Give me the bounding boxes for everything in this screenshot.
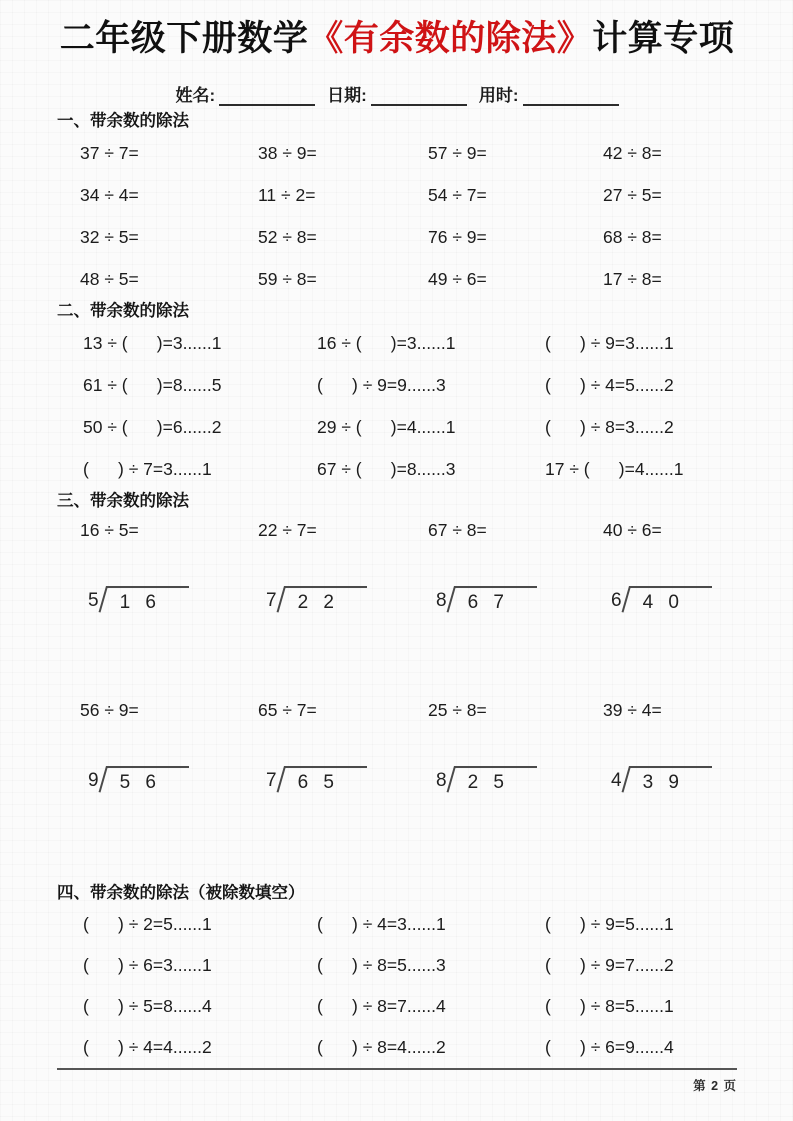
division-problem: 39 ÷ 4= [603, 699, 662, 720]
fill-blank-problem: ( ) ÷ 8=3......2 [545, 416, 674, 437]
fill-blank-problem: 61 ÷ ( )=8......5 [83, 374, 222, 395]
dividend: 1 6 [106, 586, 189, 614]
name-label: 姓名: [175, 86, 216, 105]
name-field [175, 81, 315, 106]
section-1-grid [80, 132, 737, 300]
fill-dividend-problem: ( ) ÷ 4=4......2 [83, 1037, 212, 1057]
fill-dividend-problem: ( ) ÷ 8=7......4 [317, 996, 446, 1016]
section-2 [57, 300, 737, 490]
page-number: 第 2 页 [693, 1079, 737, 1093]
division-problem: 65 ÷ 7= [258, 699, 317, 720]
footer-divider [57, 1068, 737, 1070]
dividend: 3 9 [629, 766, 712, 794]
section-1 [57, 110, 737, 300]
divisor: 9 [88, 770, 99, 791]
fill-dividend-problem: ( ) ÷ 5=8......4 [83, 996, 212, 1016]
division-problem: 76 ÷ 9= [428, 226, 487, 247]
fill-dividend-problem: ( ) ÷ 8=4......2 [317, 1037, 446, 1057]
fill-dividend-problem: ( ) ÷ 6=3......1 [83, 955, 212, 975]
long-division-problem [603, 766, 737, 794]
dividend: 6 7 [454, 586, 537, 614]
division-problem: 37 ÷ 7= [80, 142, 139, 163]
section-2-heading: 二、带余数的除法 [57, 302, 189, 320]
divisor: 7 [266, 770, 277, 791]
divisor: 6 [611, 590, 622, 611]
fill-blank-problem: ( ) ÷ 7=3......1 [83, 458, 212, 479]
time-field [479, 81, 619, 106]
section-3-row1-horizontal [80, 512, 737, 548]
name-blank-line [219, 89, 315, 106]
page-title [57, 0, 737, 62]
dividend: 2 2 [284, 586, 367, 614]
section-3 [57, 490, 737, 794]
fill-dividend-problem: ( ) ÷ 4=3......1 [317, 914, 446, 934]
title-prefix: 二年级下册数学 [59, 19, 309, 58]
time-label: 用时: [478, 86, 519, 105]
section-3-heading: 三、带余数的除法 [57, 492, 189, 510]
section-4-grid [83, 904, 737, 1068]
fill-dividend-problem: ( ) ÷ 6=9......4 [545, 1037, 674, 1057]
division-problem: 42 ÷ 8= [603, 142, 662, 163]
section-3-row2-horizontal [80, 692, 737, 728]
date-blank-line [371, 89, 467, 106]
section-4 [57, 882, 737, 1068]
divisor: 7 [266, 590, 277, 611]
fill-dividend-problem: ( ) ÷ 2=5......1 [83, 914, 212, 934]
division-problem: 49 ÷ 6= [428, 268, 487, 289]
fill-blank-problem: ( ) ÷ 9=9......3 [317, 374, 446, 395]
section-3-row2-longdivision [80, 766, 737, 794]
long-division-problem [603, 586, 737, 614]
fill-dividend-problem: ( ) ÷ 8=5......1 [545, 996, 674, 1016]
division-problem: 56 ÷ 9= [80, 699, 139, 720]
section-3-row1-longdivision [80, 586, 737, 614]
division-problem: 32 ÷ 5= [80, 226, 139, 247]
divisor: 5 [88, 590, 99, 611]
division-problem: 17 ÷ 8= [603, 268, 662, 289]
section-2-grid [83, 322, 737, 490]
date-label: 日期: [327, 86, 367, 105]
fill-blank-problem: 16 ÷ ( )=3......1 [317, 332, 456, 353]
long-division-problem [80, 586, 258, 614]
time-blank-line [523, 89, 619, 106]
dividend: 4 0 [629, 586, 712, 614]
division-problem: 11 ÷ 2= [258, 184, 316, 205]
date-field [327, 81, 467, 106]
dividend: 2 5 [454, 766, 537, 794]
title-highlight: 《有余数的除法》 [308, 19, 593, 58]
student-info-row [57, 82, 737, 106]
division-problem: 67 ÷ 8= [428, 519, 487, 540]
division-problem: 54 ÷ 7= [428, 184, 487, 205]
fill-dividend-problem: ( ) ÷ 9=7......2 [545, 955, 674, 975]
division-problem: 27 ÷ 5= [603, 184, 662, 205]
title-suffix: 计算专项 [592, 19, 735, 58]
long-division-problem [428, 586, 603, 614]
divisor: 8 [436, 770, 447, 791]
section-1-heading: 一、带余数的除法 [57, 112, 189, 130]
dividend: 5 6 [106, 766, 189, 794]
long-division-problem [80, 766, 258, 794]
division-problem: 68 ÷ 8= [603, 226, 662, 247]
division-problem: 52 ÷ 8= [258, 226, 317, 247]
division-problem: 48 ÷ 5= [80, 268, 139, 289]
fill-blank-problem: 50 ÷ ( )=6......2 [83, 416, 222, 437]
fill-blank-problem: ( ) ÷ 4=5......2 [545, 374, 674, 395]
long-division-problem [258, 766, 428, 794]
long-division-problem [428, 766, 603, 794]
fill-dividend-problem: ( ) ÷ 8=5......3 [317, 955, 446, 975]
fill-blank-problem: 67 ÷ ( )=8......3 [317, 458, 456, 479]
fill-dividend-problem: ( ) ÷ 9=5......1 [545, 914, 674, 934]
fill-blank-problem: ( ) ÷ 9=3......1 [545, 332, 674, 353]
division-problem: 34 ÷ 4= [80, 184, 139, 205]
fill-blank-problem: 29 ÷ ( )=4......1 [317, 416, 456, 437]
long-division-problem [258, 586, 428, 614]
division-problem: 38 ÷ 9= [258, 142, 317, 163]
division-problem: 59 ÷ 8= [258, 268, 317, 289]
division-problem: 40 ÷ 6= [603, 519, 662, 540]
divisor: 4 [611, 770, 622, 791]
division-problem: 57 ÷ 9= [428, 142, 487, 163]
dividend: 6 5 [284, 766, 367, 794]
fill-blank-problem: 17 ÷ ( )=4......1 [545, 458, 684, 479]
division-problem: 25 ÷ 8= [428, 699, 487, 720]
section-4-heading: 四、带余数的除法（被除数填空） [57, 884, 305, 902]
divisor: 8 [436, 590, 447, 611]
division-problem: 22 ÷ 7= [258, 519, 317, 540]
division-problem: 16 ÷ 5= [80, 519, 139, 540]
fill-blank-problem: 13 ÷ ( )=3......1 [83, 332, 222, 353]
